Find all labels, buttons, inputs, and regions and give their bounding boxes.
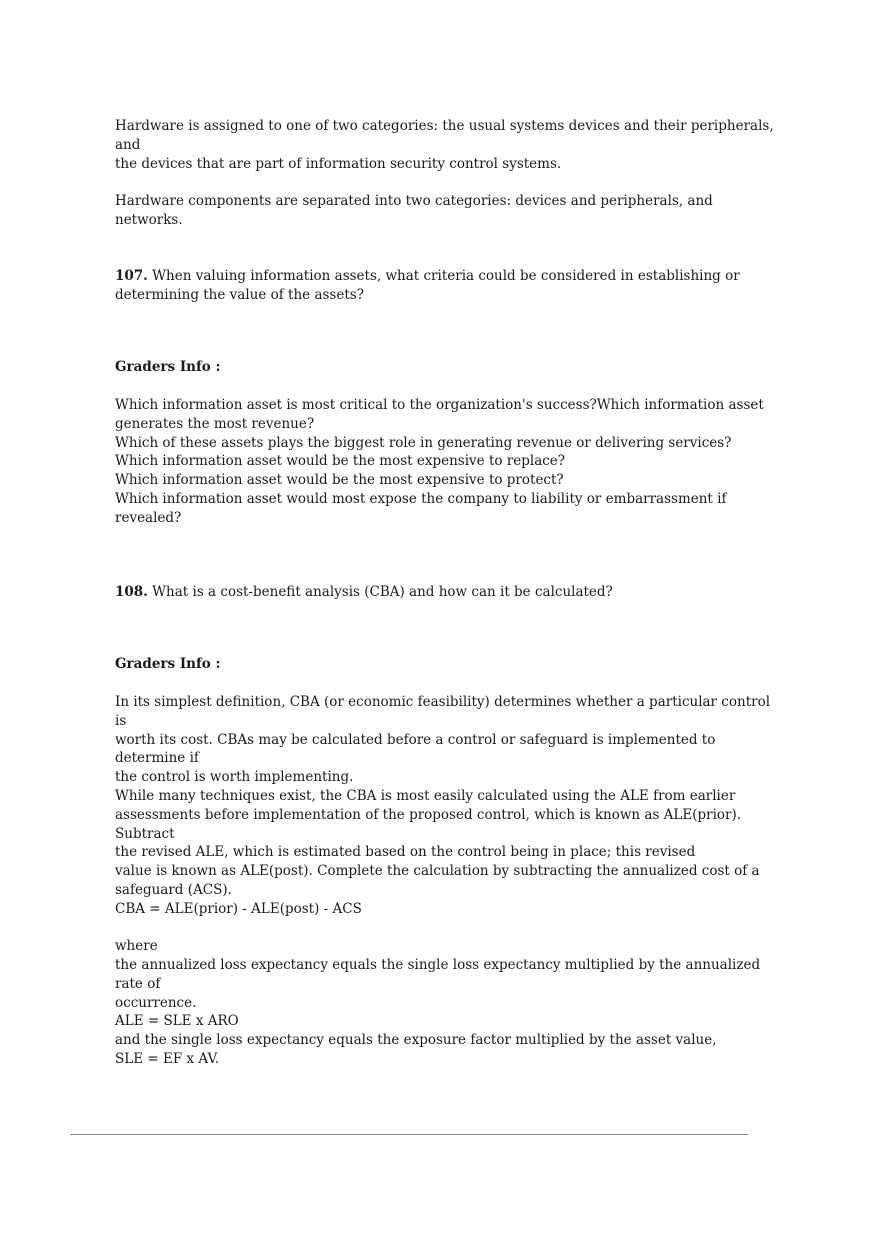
question-number: 108. [115,583,148,600]
text-line: Which information asset would be the most expensive to replace? [115,453,566,470]
text-line: While many techniques exist, the CBA is most easily calculated using the ALE from earlier [115,787,736,804]
text-line: value is known as ALE(post). Complete the calculation by subtracting the annualized cost of a [115,863,760,880]
footer-divider [70,1134,748,1135]
text-line: Which information asset would be the most expensive to protect? [115,472,564,489]
text-line: Hardware is assigned to one of two categories: the usual systems devices and their peripherals, and [115,118,778,153]
text-line: the revised ALE, which is estimated based on the control being in place; this revised [115,844,696,861]
question-text: What is a cost-benefit analysis (CBA) and how can it be calculated? [147,583,613,600]
text-line: worth its cost. CBAs may be calculated before a control or safeguard is implemented to determine if [115,731,720,767]
text-line: the annualized loss expectancy equals the single loss expectancy multiplied by the annualized rate of [115,957,765,992]
question-108 [115,583,775,602]
question-number: 107. [115,267,148,284]
question-text: determining the value of the assets? [115,286,364,303]
formula-line: SLE = EF x AV. [115,1051,220,1068]
text-line: and the single loss expectancy equals the exposure factor multiplied by the asset value, [115,1032,717,1049]
text-line: the devices that are part of information security control systems. [115,155,562,172]
text-line: where [115,938,158,955]
text-line: safeguard (ACS). [115,881,232,898]
text-line: generates the most revenue? [115,415,315,432]
text-line: In its simplest definition, CBA (or economic feasibility) determines whether a particular control is [115,693,775,729]
intro-paragraph-1 [115,117,778,173]
question-text: When valuing information assets, what criteria could be considered in establishing or [147,267,740,284]
graders-info-heading: Graders Info : [115,359,221,376]
formula-line: ALE = SLE x ARO [115,1013,239,1030]
document-page [115,117,778,1069]
formula-definitions [115,937,775,1069]
graders-info-answer [115,396,775,528]
text-line: Which of these assets plays the biggest role in generating revenue or delivering services? [115,434,732,451]
text-line: Which information asset would most expose the company to liability or embarrassment if revealed? [115,490,731,526]
question-107 [115,267,775,305]
formula-line: CBA = ALE(prior) - ALE(post) - ACS [115,900,362,917]
text-line: Hardware components are separated into two categories: devices and peripherals, and networks. [115,193,718,228]
intro-paragraph-2 [115,192,775,230]
text-line: the control is worth implementing. [115,769,354,786]
text-line: occurrence. [115,994,197,1011]
text-line: assessments before implementation of the proposed control, which is known as ALE(prior). Subtract [115,806,746,842]
graders-info-heading: Graders Info : [115,656,221,673]
text-line: Which information asset is most critical to the organization's success?Which information asset [115,396,764,413]
graders-info-answer [115,693,775,919]
